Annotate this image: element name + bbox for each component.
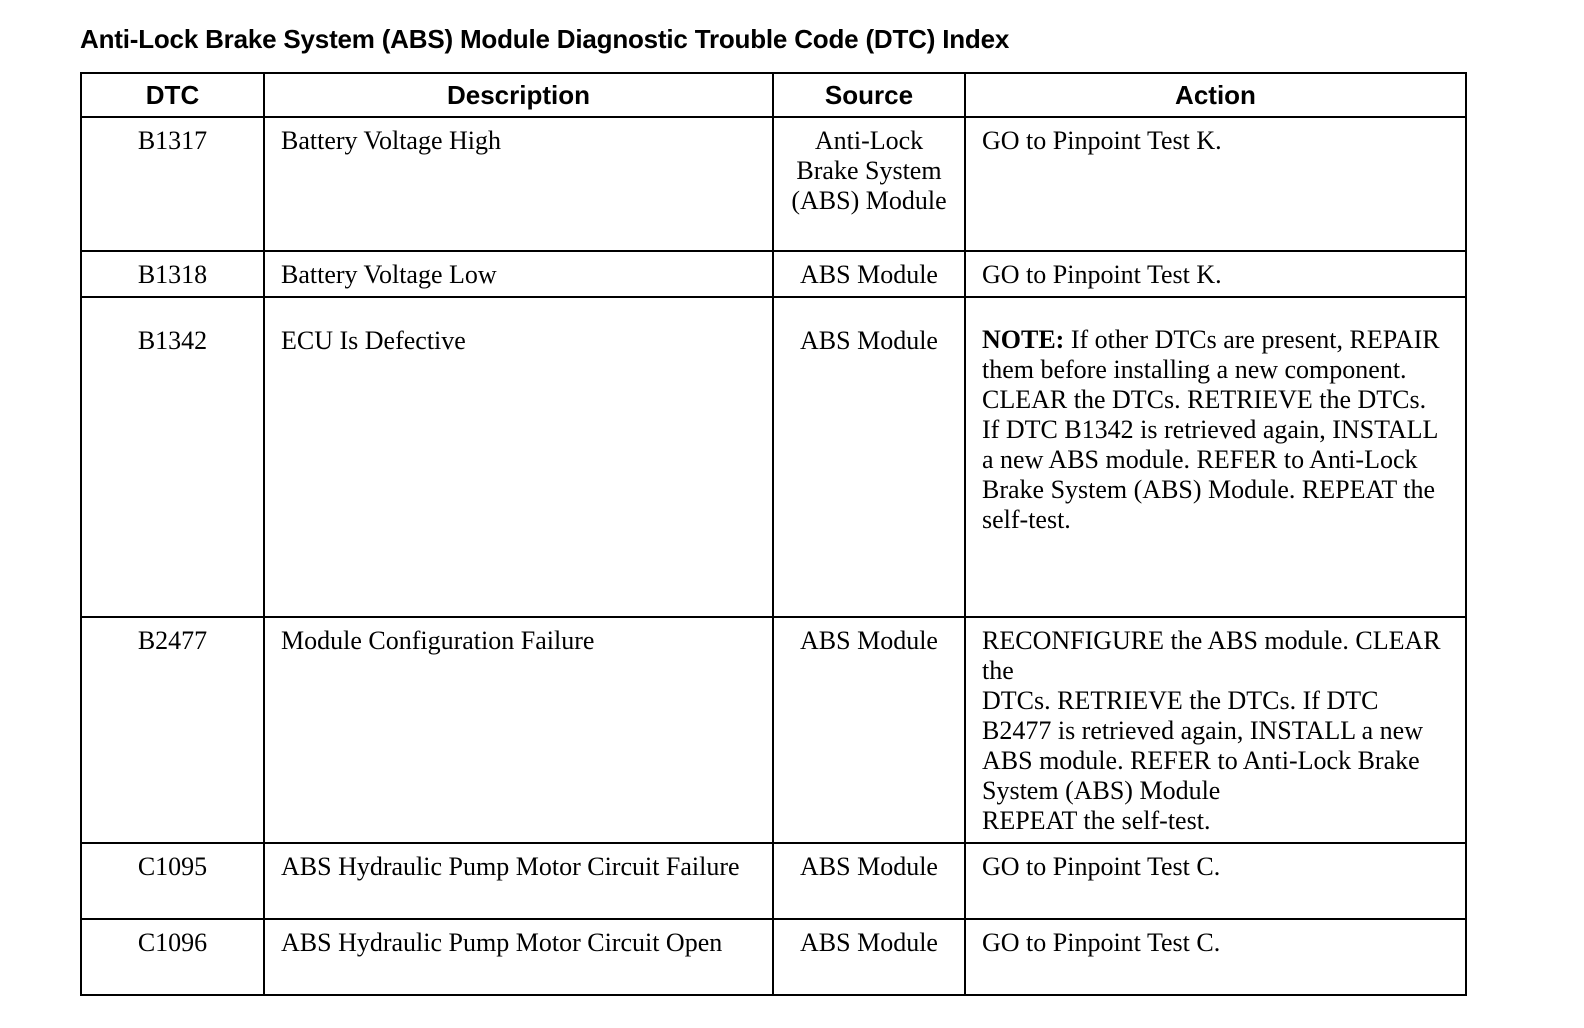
- action-note: [982, 325, 1449, 385]
- description-cell: Module Configuration Failure: [264, 617, 773, 843]
- table-row: [81, 919, 1466, 995]
- description-cell: Battery Voltage Low: [264, 251, 773, 297]
- table-row: [81, 617, 1466, 843]
- column-header-source: Source: [773, 73, 965, 117]
- source-cell: Anti-Lock Brake System (ABS) Module: [773, 117, 965, 251]
- dtc-code-cell: B2477: [81, 617, 264, 843]
- column-header-action: Action: [965, 73, 1466, 117]
- action-text-line: REPEAT the self-test.: [982, 806, 1211, 835]
- dtc-code-cell: B1317: [81, 117, 264, 251]
- description-cell: ABS Hydraulic Pump Motor Circuit Failure: [264, 843, 773, 919]
- source-cell: ABS Module: [773, 919, 965, 995]
- action-cell: GO to Pinpoint Test K.: [965, 251, 1466, 297]
- dtc-code-cell: B1318: [81, 251, 264, 297]
- page-title: Anti-Lock Brake System (ABS) Module Diagnostic Trouble Code (DTC) Index: [80, 24, 1010, 54]
- action-cell: GO to Pinpoint Test K.: [965, 117, 1466, 251]
- note-label: NOTE:: [982, 325, 1065, 354]
- source-cell: ABS Module: [773, 843, 965, 919]
- column-header-description: Description: [264, 73, 773, 117]
- source-cell: ABS Module: [773, 251, 965, 297]
- action-cell: [965, 297, 1466, 617]
- table-row: [81, 843, 1466, 919]
- column-header-dtc: DTC: [81, 73, 264, 117]
- action-text: CLEAR the DTCs. RETRIEVE the DTCs. If DTC B1342 is retrieved again, INSTALL a new ABS module. REFER to Anti-Lock Brake System (ABS) Module. REPEAT the self-test.: [982, 385, 1438, 534]
- table-row: [81, 251, 1466, 297]
- dtc-code-cell: C1095: [81, 843, 264, 919]
- dtc-code-cell: B1342: [81, 297, 264, 617]
- source-cell: ABS Module: [773, 617, 965, 843]
- action-cell: GO to Pinpoint Test C.: [965, 843, 1466, 919]
- action-text-line: RECONFIGURE the ABS module. CLEAR the: [982, 626, 1441, 685]
- table-row: [81, 117, 1466, 251]
- action-text-line: DTCs. RETRIEVE the DTCs. If DTC B2477 is retrieved again, INSTALL a new ABS module. REFER to Anti-Lock Brake System (ABS) Module: [982, 686, 1423, 805]
- dtc-index-table: [80, 72, 1467, 996]
- table-header-row: [81, 73, 1466, 117]
- action-cell: GO to Pinpoint Test C.: [965, 919, 1466, 995]
- dtc-code-cell: C1096: [81, 919, 264, 995]
- description-cell: ECU Is Defective: [264, 297, 773, 617]
- source-cell: ABS Module: [773, 297, 965, 617]
- description-cell: Battery Voltage High: [264, 117, 773, 251]
- note-text: If other DTCs are present, REPAIR them before installing a new component.: [982, 325, 1440, 384]
- action-cell: [965, 617, 1466, 843]
- table-row: [81, 297, 1466, 617]
- description-cell: ABS Hydraulic Pump Motor Circuit Open: [264, 919, 773, 995]
